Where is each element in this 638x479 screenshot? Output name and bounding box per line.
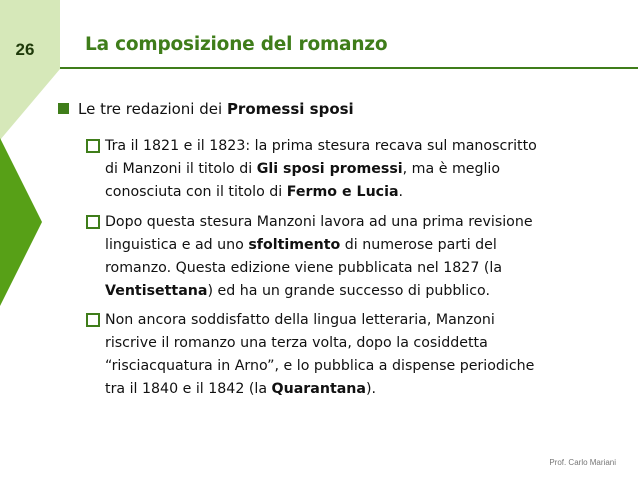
corner-decoration (0, 0, 60, 479)
sub-bullet-line: Tra il 1821 e il 1823: la prima stesura recava sul manoscritto (105, 138, 537, 154)
sub-bullet-line: conosciuta con il titolo di Fermo e Lucia. (105, 184, 404, 200)
slide-title: La composizione del romanzo (85, 34, 388, 55)
sub-bullet-line: riscrive il romanzo una terza volta, dopo la cosiddetta (105, 335, 488, 351)
sub-bullet-line: Non ancora soddisfatto della lingua letteraria, Manzoni (105, 312, 495, 328)
sub-bullet-line: linguistica e ad uno sfoltimento di numerose parti del (105, 237, 497, 253)
sub-bullet-line: di Manzoni il titolo di Gli sposi promessi, ma è meglio (105, 161, 501, 177)
box-bullet-icon (86, 215, 100, 229)
box-bullet-icon (86, 313, 100, 327)
sub-bullet-line: Dopo questa stesura Manzoni lavora ad una prima revisione (105, 214, 533, 230)
slide-number: 26 (15, 40, 35, 59)
box-bullet-icon (86, 139, 100, 153)
light-green-triangle (0, 0, 60, 140)
sub-bullet-line: Ventisettana) ed ha un grande successo di pubblico. (105, 283, 490, 299)
sub-bullet-line: “risciacquatura in Arno”, e lo pubblica a dispense periodiche (105, 358, 535, 374)
sub-bullet-line: tra il 1840 e il 1842 (la Quarantana). (105, 381, 377, 397)
square-bullet-icon (58, 103, 69, 114)
main-bullet-text: Le tre redazioni dei Promessi sposi (78, 100, 354, 118)
footer-author: Prof. Carlo Mariani (549, 458, 616, 467)
title-divider (60, 67, 638, 69)
sub-bullet-line: romanzo. Questa edizione viene pubblicata nel 1827 (la (105, 260, 503, 276)
dark-green-triangle (0, 138, 42, 306)
